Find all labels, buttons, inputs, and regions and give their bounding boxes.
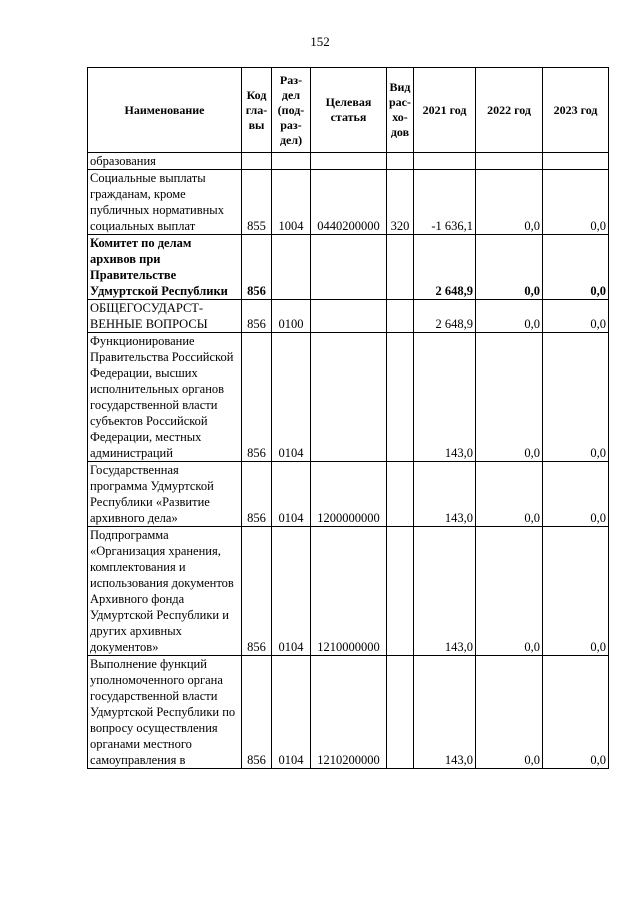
row-2022: 0,0 xyxy=(476,333,543,462)
row-expense-type xyxy=(387,656,414,769)
row-2023: 0,0 xyxy=(543,462,609,527)
row-expense-type xyxy=(387,300,414,333)
row-section: 0104 xyxy=(272,527,311,656)
header-2021: 2021 год xyxy=(414,68,476,153)
row-target: 1200000000 xyxy=(311,462,387,527)
row-section: 0104 xyxy=(272,333,311,462)
row-2023: 0,0 xyxy=(543,527,609,656)
row-2021: 143,0 xyxy=(414,462,476,527)
row-2022: 0,0 xyxy=(476,235,543,300)
row-2022: 0,0 xyxy=(476,300,543,333)
row-expense-type xyxy=(387,333,414,462)
row-name: Выполнение функций уполномоченного органа государственной власти Удмуртской Республики по вопросу осуществления органами местного самоуправления в xyxy=(88,656,242,769)
row-section: 0104 xyxy=(272,656,311,769)
header-expense-type: Вид рас-хо-дов xyxy=(387,68,414,153)
table-row xyxy=(88,170,609,235)
row-name: Функционирование Правительства Российской Федерации, высших исполнительных органов государственной власти субъектов Российской Федерации, местных администраций xyxy=(88,333,242,462)
header-target: Целевая статья xyxy=(311,68,387,153)
row-target xyxy=(311,235,387,300)
row-expense-type xyxy=(387,153,414,170)
row-section: 1004 xyxy=(272,170,311,235)
row-2023: 0,0 xyxy=(543,656,609,769)
row-2021: 143,0 xyxy=(414,333,476,462)
row-expense-type xyxy=(387,235,414,300)
row-2021: 143,0 xyxy=(414,656,476,769)
row-2022: 0,0 xyxy=(476,656,543,769)
row-2023: 0,0 xyxy=(543,235,609,300)
row-2022 xyxy=(476,153,543,170)
row-section: 0100 xyxy=(272,300,311,333)
row-2023 xyxy=(543,153,609,170)
row-2022: 0,0 xyxy=(476,170,543,235)
row-chapter: 856 xyxy=(242,235,272,300)
row-2023: 0,0 xyxy=(543,333,609,462)
row-expense-type xyxy=(387,462,414,527)
row-target: 0440200000 xyxy=(311,170,387,235)
row-name: Комитет по делам архивов при Правительстве Удмуртской Республики xyxy=(88,235,242,300)
row-2023: 0,0 xyxy=(543,170,609,235)
row-2021: 2 648,9 xyxy=(414,300,476,333)
row-target xyxy=(311,153,387,170)
row-target: 1210200000 xyxy=(311,656,387,769)
row-name: Социальные выплаты гражданам, кроме публичных нормативных социальных выплат xyxy=(88,170,242,235)
table-row xyxy=(88,153,609,170)
row-2023: 0,0 xyxy=(543,300,609,333)
row-2021 xyxy=(414,153,476,170)
row-section xyxy=(272,235,311,300)
row-name: Подпрограмма «Организация хранения, комплектования и использования документов Архивного фонда Удмуртской Республики и других архивных документов» xyxy=(88,527,242,656)
row-chapter: 856 xyxy=(242,656,272,769)
row-2022: 0,0 xyxy=(476,462,543,527)
row-2021: 2 648,9 xyxy=(414,235,476,300)
row-expense-type: 320 xyxy=(387,170,414,235)
page-number: 152 xyxy=(310,34,330,49)
table-row xyxy=(88,235,609,300)
table-row xyxy=(88,462,609,527)
row-name: Государственная программа Удмуртской Республики «Развитие архивного дела» xyxy=(88,462,242,527)
table-row xyxy=(88,656,609,769)
row-target xyxy=(311,300,387,333)
row-chapter: 855 xyxy=(242,170,272,235)
header-2022: 2022 год xyxy=(476,68,543,153)
row-2021: 143,0 xyxy=(414,527,476,656)
table-header-row xyxy=(88,68,609,153)
table-row xyxy=(88,333,609,462)
row-chapter: 856 xyxy=(242,300,272,333)
table-row xyxy=(88,300,609,333)
row-section: 0104 xyxy=(272,462,311,527)
row-name: ОБЩЕГОСУДАРСТ-ВЕННЫЕ ВОПРОСЫ xyxy=(88,300,242,333)
row-target xyxy=(311,333,387,462)
row-2022: 0,0 xyxy=(476,527,543,656)
table-row xyxy=(88,527,609,656)
row-section xyxy=(272,153,311,170)
budget-table xyxy=(87,67,609,769)
header-section: Раз-дел (под-раз-дел) xyxy=(272,68,311,153)
row-chapter: 856 xyxy=(242,333,272,462)
row-chapter: 856 xyxy=(242,527,272,656)
row-expense-type xyxy=(387,527,414,656)
row-chapter xyxy=(242,153,272,170)
row-target: 1210000000 xyxy=(311,527,387,656)
header-name: Наименование xyxy=(88,68,242,153)
header-chapter: Код гла-вы xyxy=(242,68,272,153)
header-2023: 2023 год xyxy=(543,68,609,153)
row-chapter: 856 xyxy=(242,462,272,527)
row-2021: -1 636,1 xyxy=(414,170,476,235)
row-name: образования xyxy=(88,153,242,170)
